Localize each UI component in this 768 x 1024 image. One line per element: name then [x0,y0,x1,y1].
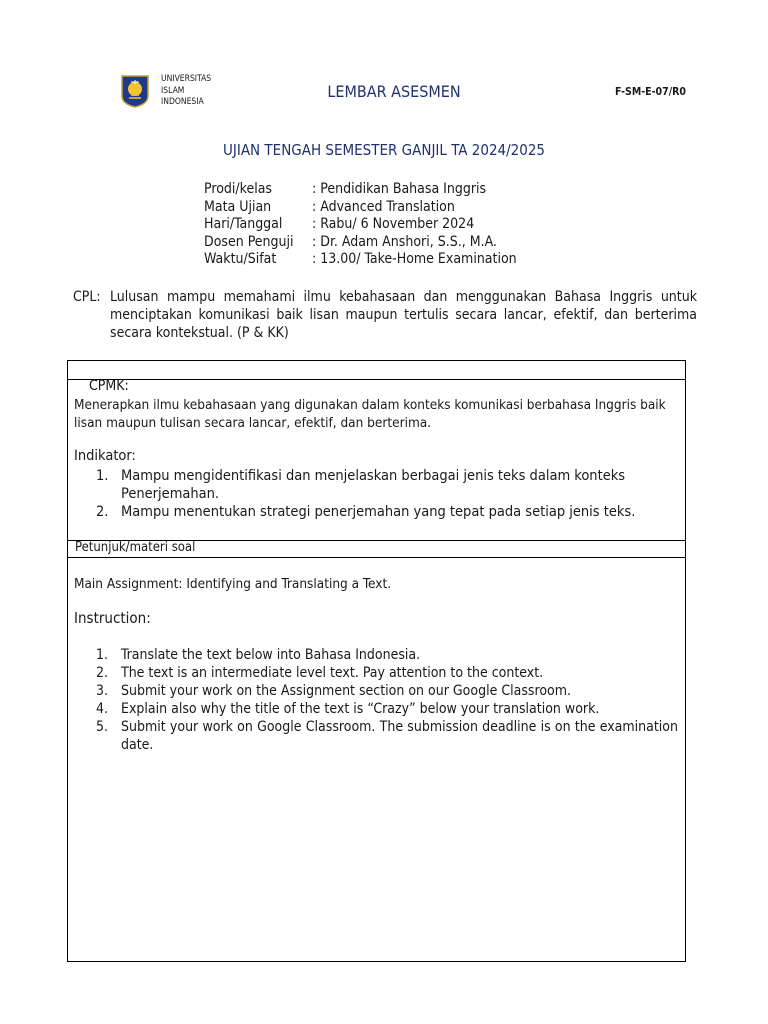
list-number: 3. [96,683,109,699]
info-label: Hari/Tanggal [204,216,283,232]
cpl-section [73,288,697,342]
info-label: Prodi/kelas [204,181,272,197]
list-text: Mampu menentukan strategi penerjemahan yang tepat pada setiap jenis teks. [121,504,636,520]
info-label: Waktu/Sifat [204,251,277,267]
info-row-waktu [204,251,517,269]
list-number: 2. [96,504,109,520]
list-item [96,646,678,664]
list-item [96,682,678,700]
instruction-label: Instruction: [74,609,151,627]
list-text: Translate the text below into Bahasa Indonesia. [121,647,421,663]
university-line: INDONESIA [161,97,204,107]
cpl-label: CPL: [73,289,101,305]
list-item [96,718,678,754]
form-code: F-SM-E-07/R0 [614,86,686,98]
indikator-list [96,467,686,521]
info-value: : Rabu/ 6 November 2024 [312,216,475,232]
document-title: LEMBAR ASESMEN [327,82,461,101]
info-label: Dosen Penguji [204,233,294,250]
exam-title: UJIAN TENGAH SEMESTER GANJIL TA 2024/2025 [222,141,546,159]
info-row-prodi [204,181,517,199]
table-divider [68,557,685,558]
cpl-text: Lulusan mampu memahami ilmu kebahasaan dan menggunakan Bahasa Inggris untuk menciptakan komunikasi baik lisan maupun tertulis secara lancar, efektif, dan berterima secara kontekstual. (P & KK) [110,289,697,341]
info-row-hari-tanggal [204,216,517,234]
list-item [96,700,678,718]
info-row-mata-ujian [204,199,517,217]
list-text: The text is an intermediate level text. Pay attention to the context. [121,665,544,681]
info-value: : 13.00/ Take-Home Examination [312,251,517,267]
list-text: Submit your work on Google Classroom. The submission deadline is on the examination date. [121,719,678,753]
instruction-list [96,646,678,754]
info-label: Mata Ujian [204,198,272,215]
list-text: Mampu mengidentifikasi dan menjelaskan berbagai jenis teks dalam konteks Penerjemahan. [121,468,626,502]
cpmk-label: CPMK: [89,378,129,394]
indikator-label: Indikator: [74,448,136,464]
list-item [96,467,686,503]
petunjuk-label: Petunjuk/materi soal [75,540,196,555]
info-row-dosen [204,234,517,252]
university-line: ISLAM [161,85,185,96]
list-number: 1. [96,647,109,663]
list-number: 2. [96,665,109,681]
list-number: 1. [96,468,109,484]
list-item [96,664,678,682]
list-text: Submit your work on the Assignment section on our Google Classroom. [121,683,572,699]
info-value: : Dr. Adam Anshori, S.S., M.A. [312,233,497,250]
exam-info [204,181,517,269]
list-number: 4. [96,701,109,717]
info-value: : Advanced Translation [312,198,455,215]
list-text: Explain also why the title of the text is “Crazy” below your translation work. [121,701,600,717]
list-item [96,503,686,521]
university-line: UNIVERSITAS [161,74,212,84]
main-assignment: Main Assignment: Identifying and Translating a Text. [74,576,392,592]
cpmk-text: Menerapkan ilmu kebahasaan yang digunakan dalam konteks komunikasi berbahasa Inggris baik lisan maupun tulisan secara lancar, efektif, dan berterima. [74,397,666,431]
list-number: 5. [96,719,109,735]
info-value: : Pendidikan Bahasa Inggris [312,181,487,197]
table-divider [68,379,685,380]
